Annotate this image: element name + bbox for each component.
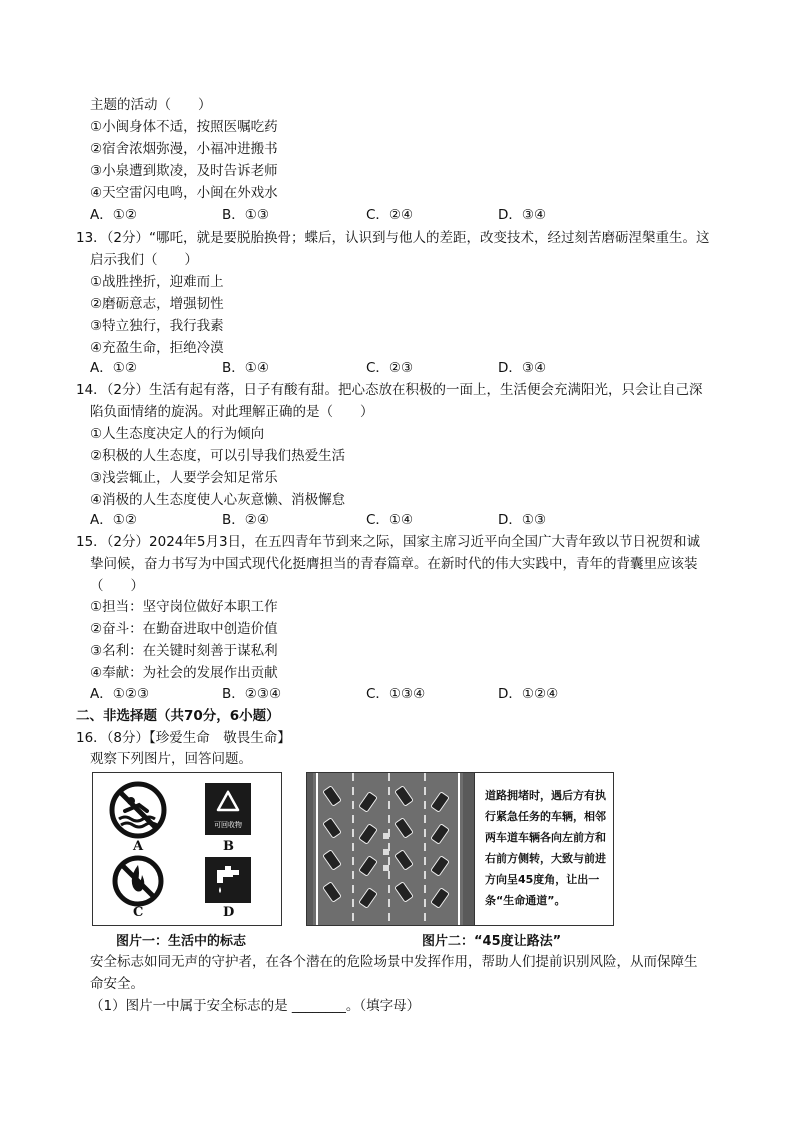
q15-stem-line2: 挚问候，奋力书写为中国式现代化挺膺担当的青春篇章。在新时代的伟大实践中，青年的背囊里应该装 [90, 556, 698, 572]
q12-option-a[interactable]: A．①② [90, 207, 137, 223]
recycle-icon [214, 789, 242, 817]
q12-stem-tail: 主题的活动（ ） [90, 97, 212, 113]
q14-item-1: ①人生态度决定人的行为倾向 [90, 426, 265, 442]
q12-option-c[interactable]: C．②④ [366, 207, 414, 223]
q13-stem-line2: 启示我们（ ） [90, 252, 198, 268]
q13-item-2: ②磨砺意志，增强韧性 [90, 296, 224, 312]
q12-item-2: ②宿舍浓烟弥漫，小福冲进搬书 [90, 141, 278, 157]
q15-item-2: ②奋斗：在勤奋进取中创造价值 [90, 621, 278, 637]
q14-option-b[interactable]: B．②④ [222, 512, 269, 528]
q15-stem-line3: （ ） [90, 578, 144, 594]
q15-item-1: ①担当：坚守岗位做好本职工作 [90, 599, 278, 615]
q14-option-a[interactable]: A．①② [90, 512, 137, 528]
sign-label-d: D [223, 905, 235, 920]
q13-option-a[interactable]: A．①② [90, 360, 137, 376]
q12-item-3: ③小泉遭到欺凌，及时告诉老师 [90, 163, 278, 179]
q14-option-c[interactable]: C．①④ [366, 512, 414, 528]
q12-option-d[interactable]: D．③④ [498, 207, 547, 223]
figure-one-signs [92, 772, 282, 926]
q14-stem-line1: 14．（2分）生活有起有落，日子有酸有甜。把心态放在积极的一面上，生活便会充满阳光，只会让自己深 [76, 382, 703, 398]
q14-item-2: ②积极的人生态度，可以引导我们热爱生活 [90, 448, 346, 464]
q13-option-c[interactable]: C．②③ [366, 360, 414, 376]
q14-option-d[interactable]: D．①③ [498, 512, 547, 528]
figure-one-caption: 图片一：生活中的标志 [116, 934, 247, 949]
road-illustration [307, 773, 475, 925]
q15-option-a[interactable]: A．①②③ [90, 686, 150, 702]
q15-option-b[interactable]: B．②③④ [222, 686, 282, 702]
q13-item-1: ①战胜挫折，迎难而上 [90, 274, 224, 290]
q13-item-4: ④充盈生命，拒绝冷漠 [90, 340, 224, 356]
q12-item-4: ④天空雷闪电鸣，小闽在外戏水 [90, 185, 278, 201]
water-sign [205, 857, 251, 903]
q16-instruction: 观察下列图片，回答问题。 [90, 751, 252, 767]
recyclable-sign [205, 783, 251, 835]
figure-two-textbox [474, 772, 614, 926]
q13-option-b[interactable]: B．①④ [222, 360, 269, 376]
q14-item-4: ④消极的人生态度使人心灰意懒、消极懈怠 [90, 492, 346, 508]
road-yield-description: 道路拥堵时，遇后方有执行紧急任务的车辆，相邻两车道车辆各向左前方和右前方侧转，大致与前进方向呈45度角，让出一条“生命通道”。 [485, 789, 606, 907]
q16-title: 16．（8分）【珍爱生命 敬畏生命】 [76, 730, 291, 746]
q16-paragraph-line2: 命安全。 [90, 976, 144, 992]
q15-item-3: ③名利：在关键时刻善于谋私利 [90, 643, 278, 659]
q16-subquestion-1: （1）图片一中属于安全标志的是 ________。（填字母） [90, 998, 421, 1014]
recyclable-text: 可回收物 [214, 821, 242, 829]
no-fire-icon [109, 855, 167, 907]
q13-option-d[interactable]: D．③④ [498, 360, 547, 376]
no-swimming-icon [109, 781, 167, 839]
water-tap-icon [211, 863, 245, 897]
q14-stem-line2: 陷负面情绪的旋涡。对此理解正确的是（ ） [90, 404, 374, 420]
sign-label-c: C [133, 905, 144, 920]
sign-label-a: A [133, 839, 144, 854]
q12-item-1: ①小闽身体不适，按照医嘱吃药 [90, 119, 278, 135]
q15-option-c[interactable]: C．①③④ [366, 686, 426, 702]
q15-option-d[interactable]: D．①②④ [498, 686, 559, 702]
q14-item-3: ③浅尝辄止，人要学会知足常乐 [90, 470, 278, 486]
sign-label-b: B [223, 839, 234, 854]
q16-paragraph-line1: 安全标志如同无声的守护者，在各个潜在的危险场景中发挥作用，帮助人们提前识别风险，从而保障生 [90, 954, 698, 970]
q13-stem-line1: 13．（2分）“哪吒，就是要脱胎换骨；蝶后，认识到与他人的差距，改变技术，经过刻苦磨砺涅槃重生。这 [76, 230, 710, 246]
q12-option-b[interactable]: B．①③ [222, 207, 269, 223]
section-heading: 二、非选择题（共70分，6小题） [76, 708, 280, 724]
figure-two-caption: 图片二：“45度让路法” [422, 934, 562, 949]
q15-stem-line1: 15．（2分）2024年5月3日，在五四青年节到来之际，国家主席习近平向全国广大青年致以节日祝贺和诚 [76, 534, 701, 550]
figure-two-road [306, 772, 476, 926]
q13-item-3: ③特立独行，我行我素 [90, 318, 224, 334]
q15-item-4: ④奉献：为社会的发展作出贡献 [90, 665, 278, 681]
